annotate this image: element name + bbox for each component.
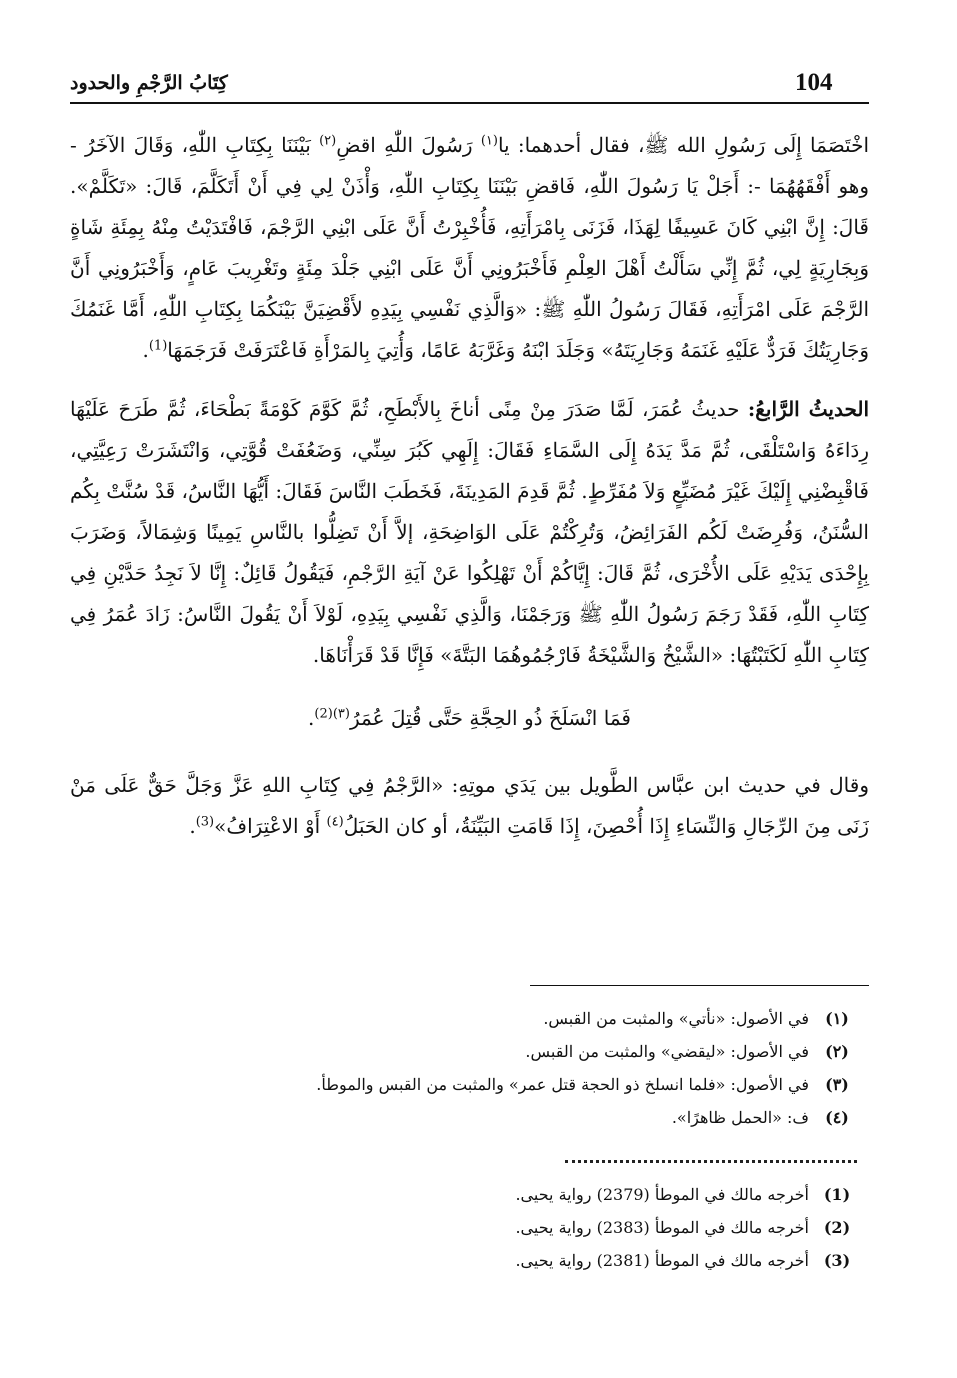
footnote-ref[interactable]: (٣) <box>332 706 350 722</box>
running-title: كِتَابُ الرَّجْمِ والحدود <box>70 72 228 94</box>
page-number: 104 <box>795 69 833 96</box>
footnote-number: (٣) <box>825 1075 849 1094</box>
paragraph-fourth-hadith <box>70 389 869 676</box>
footnote-item <box>100 1002 857 1035</box>
footnote-text: في الأصول: «فلما انسلخ ذو الحجة قتل عمر» والمثبت من القبس والموطأ. <box>316 1075 809 1094</box>
footnote-number: (٢) <box>825 1042 849 1061</box>
footnote-number: (١) <box>825 1009 849 1028</box>
footnote-text: في الأصول: «نأتي» والمثبت من القبس. <box>543 1009 809 1028</box>
source-note-number: (3) <box>823 1251 851 1270</box>
paragraph-text: بَيْنَنَا بِكِتَابِ اللّٰهِ، وَقَالَ الآخَرُ - وهو أَفْقَهُهُمَا -: أَجَلْ يَا رَسُولَ اللّٰهِ، فَاقضِ بَيْنَنَا بِكِتَابِ اللّٰهِ، وَأْذَنْ لِي فِي أَنْ أَتَكَلَّمَ، قَالَ: «تَكَلَّمْ». قَالَ: إِنَّ ابْنِي كَانَ عَسِيفًا لِهَذَا، فَزَنَى بِامْرَأَتِهِ، فَأُخْبِرْتُ أَنَّ عَلَى ابْنِي الرَّجْمَ، فَافْتَدَيْتُ مِنْهُ بِمِئَةِ شَاةٍ وَبِجَارِيَةٍ لِي، ثُمَّ إِنِّي سَأَلْتُ أَهْلَ العِلْمِ فَأَخْبَرُونِي أَنَّ عَلَى ابْنِي جَلْدَ مِئَةٍ وتَغْرِيبَ عَامٍ، وَأَخْبَرُونِي أَنَّ الرَّجْمَ عَلَى امْرَأَتِهِ، فَقَالَ رَسُولُ اللّٰهِ ﷺ: «وَالَّذِي نَفْسِي بِيَدِهِ لأَقْضِيَنَّ بَيْنَكُمَا بِكِتَابِ اللّٰهِ، أَمَّا غَنَمُكَ وَجَارِيَتُكَ فَرَدٌّ عَلَيْهِ غَنَمَهُ وَجَارِيَتَهُ» وَجَلَدَ ابْنَهُ وَغَرَّبَهُ عَامًا، وَأُتِيَ بِالمَرْأَةِ فَاعْتَرَفَتْ فَرَجَمَهَا <box>70 133 869 362</box>
paragraph-text: . <box>142 338 149 362</box>
source-note-number: (1) <box>823 1185 851 1204</box>
source-note-text: أخرجه مالك في الموطأ (2379) رواية يحيى. <box>515 1185 809 1204</box>
paragraph-ibn-abbas <box>70 765 869 847</box>
paragraph-text: فَمَا انْسَلَخَ ذُو الحِجَّةِ حَتَّى قُتِلَ عُمَرُ <box>349 706 631 730</box>
source-note-text: أخرجه مالك في الموطأ (2381) رواية يحيى. <box>515 1251 809 1270</box>
source-note-text: أخرجه مالك في الموطأ (2383) رواية يحيى. <box>515 1218 809 1237</box>
footnote-text: في الأصول: «ليقضي» والمثبت من القبس. <box>525 1042 809 1061</box>
paragraph-text: . <box>308 706 315 730</box>
paragraph-closing-line <box>70 698 869 739</box>
footnote-ref[interactable]: (١) <box>480 133 498 149</box>
footnote-text: ف: «الحمل ظاهرًا». <box>671 1108 809 1127</box>
footnote-number: (٤) <box>825 1108 849 1127</box>
footnote-ref[interactable]: (٤) <box>326 814 344 830</box>
footnote-item <box>100 1035 857 1068</box>
variant-footnotes <box>100 1002 857 1134</box>
source-note-item <box>100 1244 857 1277</box>
section-heading: الحديثُ الرَّابعُ: <box>747 397 870 421</box>
paragraph-hadith-asif <box>70 125 869 371</box>
source-note-item <box>100 1211 857 1244</box>
footnote-item <box>100 1101 857 1134</box>
paragraph-text: أَوْ الاعْتِرَافُ» <box>214 814 327 838</box>
footnotes-dotted-divider <box>565 1160 857 1163</box>
paragraph-text: اخْتَصَمَا إِلَى رَسُولِ الله ﷺ، فقال أحدهما: يا <box>497 133 870 157</box>
main-text <box>70 125 869 847</box>
paragraph-text: حديثُ عُمَرَ، لَمَّا صَدَرَ مِنْ مِنًى أناخَ بِالأَبْطَحِ، ثُمَّ كَوَّمَ كَوْمَةً بَطْحَاءَ، ثُمَّ طَرَحَ عَلَيْهَا رِدَاءَهُ وَاسْتَلْقَى، ثُمَّ مَدَّ يَدَهُ إِلَى السَّمَاءِ فَقَالَ: إِلَهِي كَبُرَ سِنِّي، وَضَعُفَتْ قُوَّتِي، وَانْتَشَرَتْ رَعِيَّتِي، فَاقْبِضْنِي إِلَيْكَ غَيْرَ مُضَيِّعٍ وَلاَ مُفَرِّطٍ. ثُمَّ قَدِمَ المَدِينَةَ، فَخَطَبَ النَّاسَ فَقَالَ: أَيُّهَا النَّاسُ، قَدْ سُنَّتْ بِكُم السُّنَنُ، وَفُرِضَتْ لَكُم الفَرَائِضُ، وَتُرِكْتُمْ عَلَى الوَاضِحَةِ، إلاَّ أَنْ تَضِلُّوا بالنَّاسِ يَمِينًا وَشِمَالاً، وَضَرَبَ بِإِحْدَى يَدَيْهِ عَلَى الأُخْرَى، ثُمَّ قَالَ: إِيَّاكُمْ أَنْ تَهْلِكُوا عَنْ آيَةِ الرَّجْمِ، فَيَقُولُ قَائِلٌ: إِنَّا لاَ نَجِدُ حَدَّيْنِ فِي كِتَابِ اللّٰهِ، فَقَدْ رَجَمَ رَسُولُ اللّٰهِ ﷺ وَرَجَمْنَا، وَالَّذِي نَفْسِي بِيَدِهِ، لَوْلاَ أَنْ يَقُولَ النَّاسُ: زَادَ عُمَرُ فِي كِتَابِ اللّٰهِ لَكَتَبْتُهَا: «الشَّيْخُ وَالشَّيْخَةُ فَارْجُمُوهُمَا البَتَّةَ» فَإِنَّا قَدْ قَرَأْنَاهَا. <box>70 397 869 667</box>
source-note-ref[interactable]: (3) <box>195 814 215 830</box>
source-note-ref[interactable]: (2) <box>314 706 333 722</box>
paragraph-text: وقال في حديث ابن عبَّاس الطَّويل بين يَدَي موتِهِ: «الرَّجْمُ فِي كِتَابِ اللهِ عَزَّ وَجَلَّ حَقٌّ عَلَى مَنْ زَنَى مِنَ الرِّجَالِ وَالنِّسَاءِ إِذَا أُحْصِنَ، إِذَا قَامَتِ البَيِّنَةُ، أو كان الحَبَلُ <box>70 773 869 838</box>
source-note-ref[interactable]: (1) <box>148 338 168 354</box>
paragraph-text: رَسُولَ اللّٰهِ اقضِ <box>336 133 481 157</box>
header-rule <box>70 102 869 104</box>
footnote-item <box>100 1068 857 1101</box>
source-footnotes <box>100 1178 857 1277</box>
footnotes-rule <box>530 985 869 986</box>
source-note-number: (2) <box>823 1218 851 1237</box>
paragraph-text: . <box>189 814 196 838</box>
page-header <box>70 68 869 108</box>
source-note-item <box>100 1178 857 1211</box>
footnote-ref[interactable]: (٢) <box>319 133 337 149</box>
